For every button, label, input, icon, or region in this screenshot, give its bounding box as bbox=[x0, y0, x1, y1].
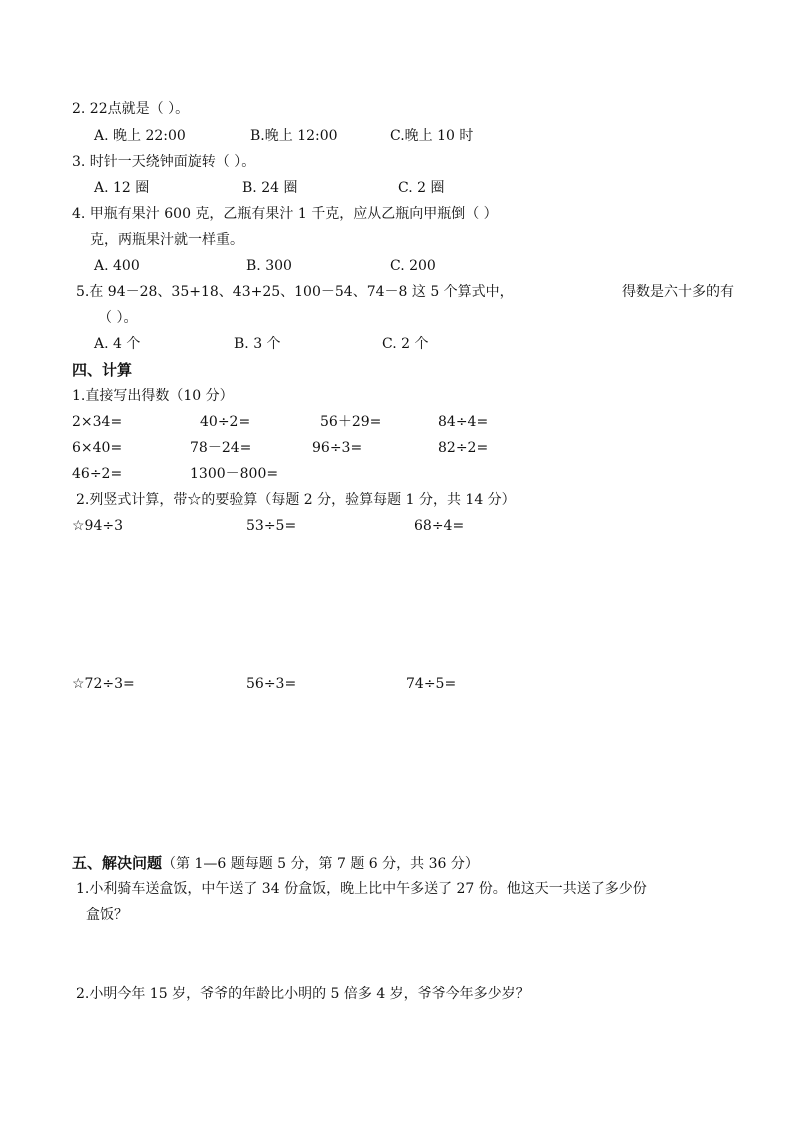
vertical-calc-item: 56÷3= bbox=[246, 676, 297, 692]
calc-item: 6×40= bbox=[72, 440, 123, 456]
calc-item: 46÷2= bbox=[72, 466, 123, 482]
q4-stem-continued: 克，两瓶果汁就一样重。 bbox=[90, 232, 244, 248]
section4-part1-title: 1.直接写出得数（10 分） bbox=[72, 388, 234, 404]
q2-option-c: C.晚上 10 时 bbox=[390, 128, 474, 144]
q4-option-c: C. 200 bbox=[390, 258, 436, 274]
q2-option-a: A. 晚上 22:00 bbox=[94, 128, 186, 144]
q3-stem: 3. 时针一天绕钟面旋转（ ）。 bbox=[72, 154, 256, 170]
section4-part2-title: 2.列竖式计算，带☆的要验算（每题 2 分，验算每题 1 分，共 14 分） bbox=[76, 492, 516, 508]
vertical-calc-item: 53÷5= bbox=[246, 518, 297, 534]
calc-item: 96÷3= bbox=[312, 440, 363, 456]
q4-option-a: A. 400 bbox=[94, 258, 140, 274]
q4-option-b: B. 300 bbox=[246, 258, 292, 274]
q5-stem-continued: （ ）。 bbox=[98, 310, 138, 326]
calc-item: 1300－800= bbox=[190, 466, 279, 482]
section5-title: 五、解决问题 bbox=[72, 854, 163, 872]
q2-stem: 2. 22点就是（ ）。 bbox=[72, 101, 190, 117]
vertical-calc-item: 74÷5= bbox=[406, 676, 457, 692]
q5-stem-right: 得数是六十多的有 bbox=[622, 284, 734, 300]
vertical-calc-item: ☆94÷3 bbox=[72, 518, 124, 534]
q3-option-c: C. 2 圈 bbox=[398, 180, 445, 196]
problem-2: 2.小明今年 15 岁，爷爷的年龄比小明的 5 倍多 4 岁，爷爷今年多少岁？ bbox=[76, 986, 530, 1002]
section4-title: 四、计算 bbox=[72, 361, 133, 379]
calc-item: 2×34= bbox=[72, 414, 123, 430]
q4-stem: 4. 甲瓶有果汁 600 克，乙瓶有果汁 1 千克，应从乙瓶向甲瓶倒（ ） bbox=[72, 206, 498, 222]
vertical-calc-item: ☆72÷3= bbox=[72, 676, 135, 692]
vertical-calc-item: 68÷4= bbox=[414, 518, 465, 534]
q3-option-b: B. 24 圈 bbox=[242, 180, 298, 196]
problem-1-line1: 1.小利骑车送盒饭，中午送了 34 份盒饭，晚上比中午多送了 27 份。他这天一共送了多少份 bbox=[76, 881, 647, 897]
q2-option-b: B.晚上 12:00 bbox=[250, 128, 338, 144]
calc-item: 56＋29= bbox=[320, 414, 382, 430]
calc-item: 78－24= bbox=[190, 440, 252, 456]
section5-heading bbox=[72, 854, 479, 873]
q5-option-b: B. 3 个 bbox=[234, 336, 281, 352]
section5-title-note: （第 1—6 题每题 5 分，第 7 题 6 分，共 36 分） bbox=[162, 856, 479, 872]
q5-option-a: A. 4 个 bbox=[94, 336, 141, 352]
q3-option-a: A. 12 圈 bbox=[94, 180, 150, 196]
calc-item: 40÷2= bbox=[200, 414, 251, 430]
q5-stem: 5.在 94－28、35+18、43+25、100－54、74－8 这 5 个算式中， bbox=[76, 284, 514, 300]
q5-option-c: C. 2 个 bbox=[382, 336, 429, 352]
calc-item: 82÷2= bbox=[438, 440, 489, 456]
problem-1-line2: 盒饭？ bbox=[86, 907, 128, 923]
calc-item: 84÷4= bbox=[438, 414, 489, 430]
